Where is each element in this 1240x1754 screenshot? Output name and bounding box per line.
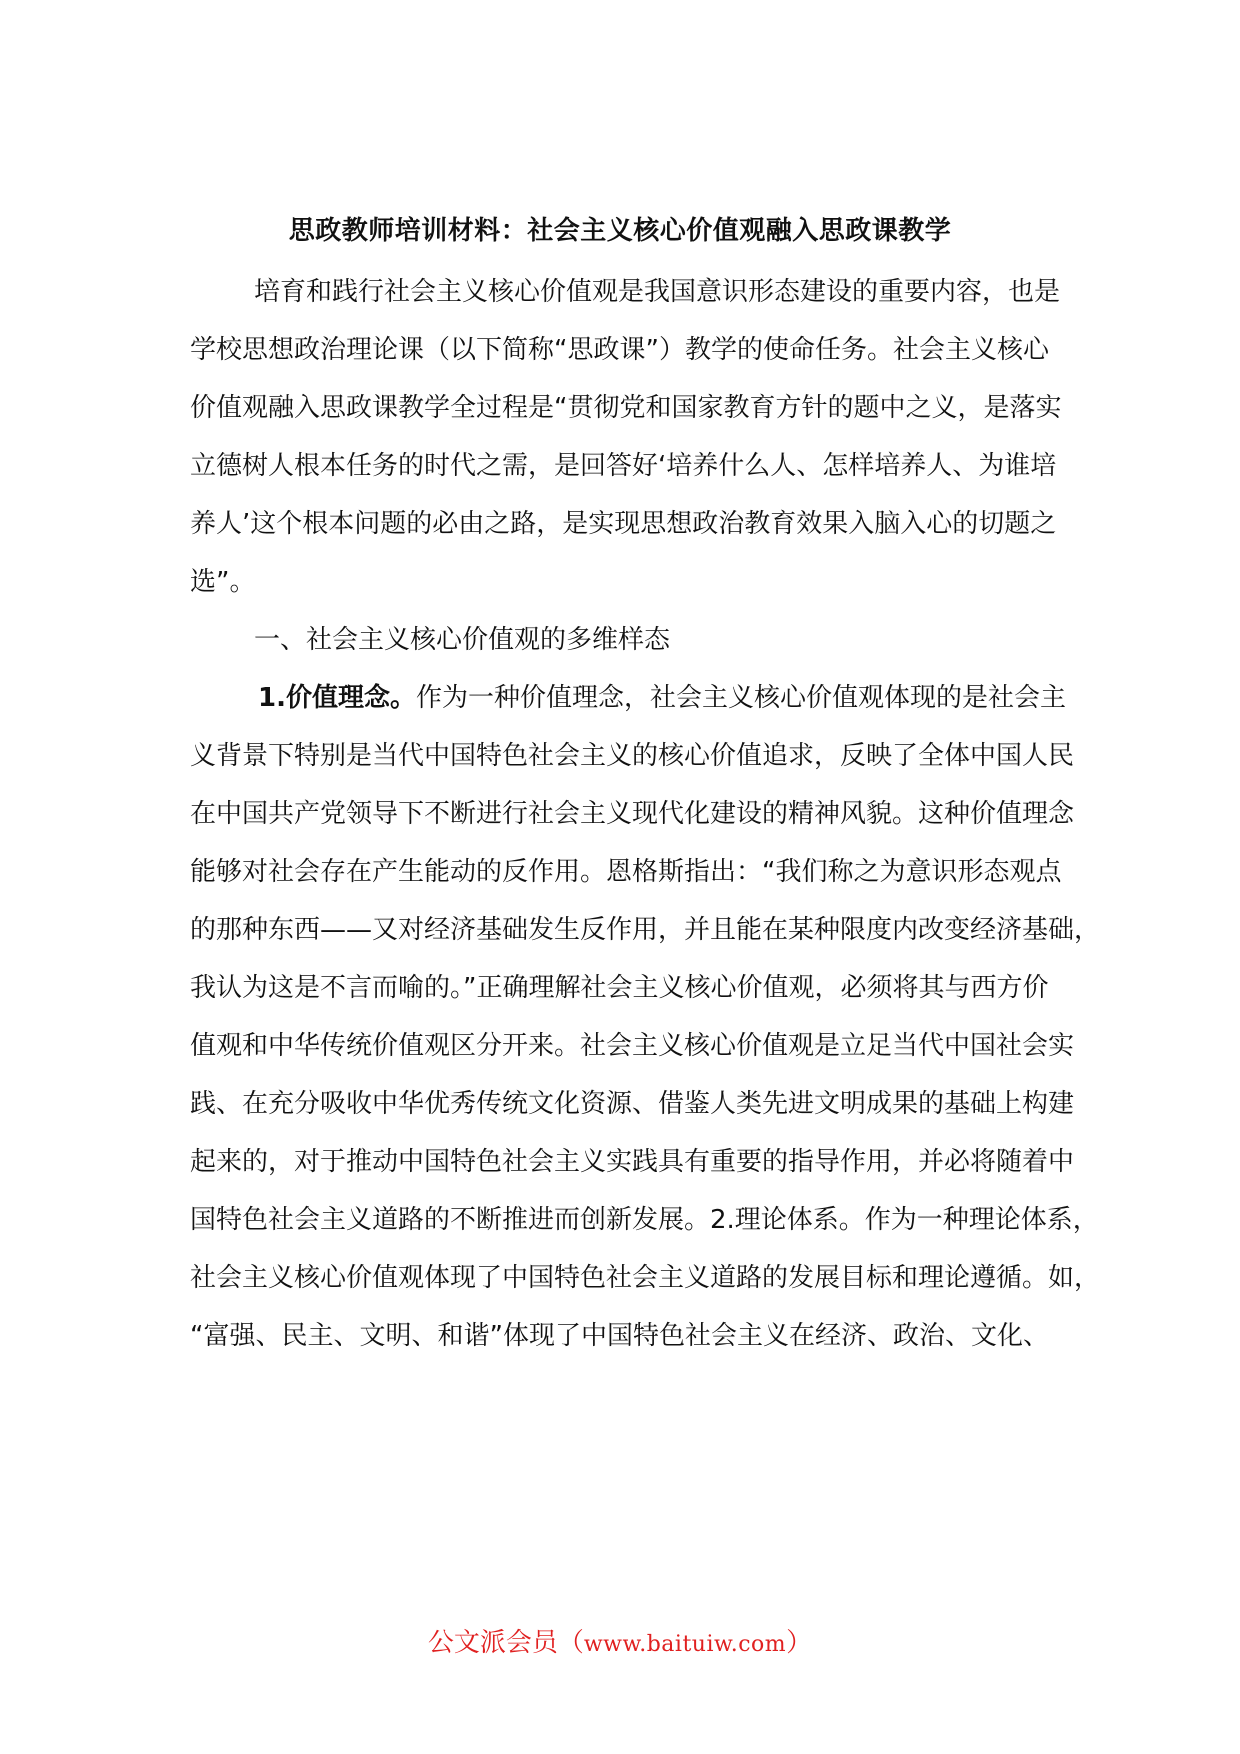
section-heading: 一、社会主义核心价值观的多维样态: [254, 625, 671, 655]
paragraph-line: 的那种东西——又对经济基础发生反作用，并且能在某种限度内改变经济基础，: [190, 915, 1101, 945]
paragraph-line: 我认为这是不言而喻的。”正确理解社会主义核心价值观，必须将其与西方价: [190, 973, 1049, 1003]
paragraph-line: 起来的，对于推动中国特色社会主义实践具有重要的指导作用，并必将随着中: [190, 1147, 1075, 1177]
paragraph-line: 义背景下特别是当代中国特色社会主义的核心价值追求，反映了全体中国人民: [190, 741, 1075, 771]
paragraph-line: 养人’这个根本问题的必由之路，是实现思想政治教育效果入脑入心的切题之: [190, 509, 1057, 539]
paragraph-line-text: 作为一种价值理念，社会主义核心价值观体现的是社会主: [415, 683, 1066, 713]
paragraph-line: 能够对社会存在产生能动的反作用。恩格斯指出：“我们称之为意识形态观点: [190, 857, 1062, 887]
bold-lead: 1.价值理念。: [258, 683, 416, 713]
paragraph-line: 践、在充分吸收中华优秀传统文化资源、借鉴人类先进文明成果的基础上构建: [190, 1089, 1075, 1119]
footer-label: 公文派会员（: [427, 1628, 584, 1658]
footer-close: ）: [786, 1628, 813, 1658]
document-title: 思政教师培训材料：社会主义核心价值观融入思政课教学: [288, 216, 952, 246]
paragraph-line: [258, 678, 1066, 718]
footer-url[interactable]: www.baituiw.com: [583, 1632, 787, 1657]
paragraph-line: 值观和中华传统价值观区分开来。社会主义核心价值观是立足当代中国社会实: [190, 1031, 1075, 1061]
paragraph-line: 在中国共产党领导下不断进行社会主义现代化建设的精神风貌。这种价值理念: [190, 799, 1075, 829]
footer-watermark: [0, 1622, 1240, 1659]
paragraph-line: 学校思想政治理论课（以下简称“思政课”）教学的使命任务。社会主义核心: [190, 335, 1049, 365]
paragraph-line: “富强、民主、文明、和谐”体现了中国特色社会主义在经济、政治、文化、: [190, 1321, 1049, 1351]
paragraph-line: 国特色社会主义道路的不断推进而创新发展。2.理论体系。作为一种理论体系，: [190, 1205, 1099, 1235]
paragraph-line: 价值观融入思政课教学全过程是“贯彻党和国家教育方针的题中之义，是落实: [190, 393, 1062, 423]
paragraph-line: 培育和践行社会主义核心价值观是我国意识形态建设的重要内容，也是: [254, 277, 1061, 307]
paragraph-line: 社会主义核心价值观体现了中国特色社会主义道路的发展目标和理论遵循。如，: [190, 1263, 1101, 1293]
paragraph-line: 立德树人根本任务的时代之需，是回答好‘培养什么人、怎样培养人、为谁培: [190, 451, 1057, 481]
paragraph-line: 选”。: [190, 567, 256, 597]
